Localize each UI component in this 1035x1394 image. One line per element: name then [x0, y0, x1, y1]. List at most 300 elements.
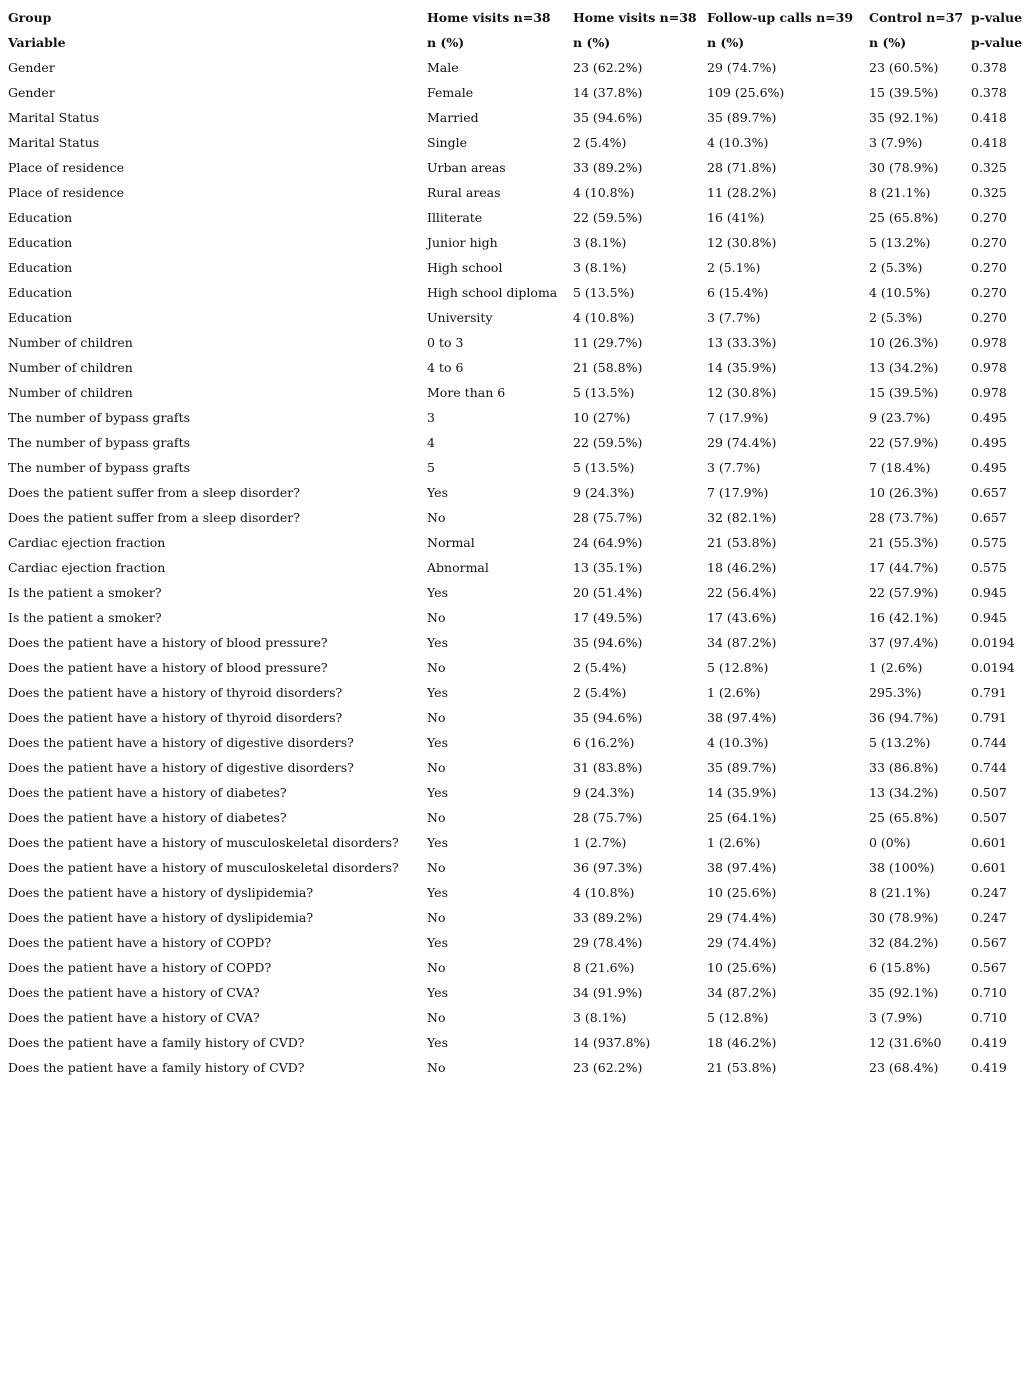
home-visits-2-cell: 5 (12.8%) [707, 660, 769, 675]
home-visits-2-cell: 1 (2.6%) [707, 835, 761, 850]
home-visits-2-cell: 10 (25.6%) [707, 960, 777, 975]
variable-cell: Number of children [8, 335, 133, 350]
home-visits-cell: 23 (62.2%) [573, 60, 643, 75]
category-cell: No [427, 760, 446, 775]
category-cell: More than 6 [427, 385, 506, 400]
variable-cell: Does the patient have a history of thyroid disorders? [8, 685, 343, 700]
home-visits-2-cell: 5 (12.8%) [707, 1010, 769, 1025]
header-cell: Variable [8, 35, 66, 50]
variable-cell: Does the patient have a history of COPD? [8, 935, 272, 950]
control-cell: 6 (15.8%) [869, 960, 931, 975]
table-row [8, 305, 1035, 330]
header-cell: Group [8, 10, 52, 25]
table-row [8, 955, 1035, 980]
p-value-cell: 0.791 [971, 710, 1007, 725]
p-value-cell: 0.507 [971, 810, 1007, 825]
control-cell: 8 (21.1%) [869, 885, 931, 900]
variable-cell: Is the patient a smoker? [8, 610, 162, 625]
variable-cell: Education [8, 260, 73, 275]
variable-cell: Does the patient have a history of musculoskeletal disorders? [8, 835, 399, 850]
p-value-cell: 0.710 [971, 985, 1007, 1000]
home-visits-2-cell: 14 (35.9%) [707, 785, 777, 800]
table-row [8, 355, 1035, 380]
home-visits-2-cell: 3 (7.7%) [707, 460, 761, 475]
p-value-cell: 0.0194 [971, 635, 1015, 650]
home-visits-cell: 35 (94.6%) [573, 710, 643, 725]
table-row [8, 55, 1035, 80]
home-visits-cell: 13 (35.1%) [573, 560, 643, 575]
category-cell: Female [427, 85, 474, 100]
home-visits-cell: 3 (8.1%) [573, 1010, 627, 1025]
table-row [8, 630, 1035, 655]
control-cell: 9 (23.7%) [869, 410, 931, 425]
home-visits-2-cell: 38 (97.4%) [707, 710, 777, 725]
table-body [8, 5, 1035, 1080]
home-visits-cell: 33 (89.2%) [573, 160, 643, 175]
category-cell: No [427, 960, 446, 975]
variable-cell: Marital Status [8, 135, 100, 150]
table-row [8, 905, 1035, 930]
category-cell: University [427, 310, 493, 325]
home-visits-2-cell: 38 (97.4%) [707, 860, 777, 875]
control-cell: 1 (2.6%) [869, 660, 923, 675]
variable-cell: Place of residence [8, 185, 124, 200]
variable-cell: The number of bypass grafts [8, 460, 191, 475]
home-visits-cell: 10 (27%) [573, 410, 631, 425]
category-cell: No [427, 810, 446, 825]
control-cell: 25 (65.8%) [869, 210, 939, 225]
control-cell: 36 (94.7%) [869, 710, 939, 725]
control-cell: 10 (26.3%) [869, 485, 939, 500]
table-row [8, 230, 1035, 255]
control-cell: 37 (97.4%) [869, 635, 939, 650]
table-row [8, 455, 1035, 480]
variable-cell: Place of residence [8, 160, 124, 175]
p-value-cell: 0.270 [971, 210, 1007, 225]
control-cell: 23 (68.4%) [869, 1060, 939, 1075]
category-cell: No [427, 860, 446, 875]
control-cell: 2 (5.3%) [869, 260, 923, 275]
header-row-variable [8, 30, 1035, 55]
table-row [8, 80, 1035, 105]
control-cell: 13 (34.2%) [869, 785, 939, 800]
p-value-cell: 0.978 [971, 385, 1007, 400]
home-visits-cell: 35 (94.6%) [573, 635, 643, 650]
control-cell: 8 (21.1%) [869, 185, 931, 200]
control-cell: 295.3%) [869, 685, 922, 700]
home-visits-2-cell: 34 (87.2%) [707, 635, 777, 650]
home-visits-2-cell: 7 (17.9%) [707, 410, 769, 425]
variable-cell: Does the patient have a history of diabetes? [8, 785, 287, 800]
control-cell: 38 (100%) [869, 860, 935, 875]
home-visits-2-cell: 4 (10.3%) [707, 135, 769, 150]
category-cell: Yes [427, 785, 448, 800]
p-value-cell: 0.657 [971, 510, 1007, 525]
category-cell: Yes [427, 585, 448, 600]
home-visits-2-cell: 18 (46.2%) [707, 560, 777, 575]
control-cell: 5 (13.2%) [869, 235, 931, 250]
category-cell: Yes [427, 835, 448, 850]
control-cell: 2 (5.3%) [869, 310, 923, 325]
control-cell: 28 (73.7%) [869, 510, 939, 525]
home-visits-2-cell: 12 (30.8%) [707, 385, 777, 400]
control-cell: 25 (65.8%) [869, 810, 939, 825]
table-row [8, 330, 1035, 355]
table-row [8, 1055, 1035, 1080]
table-row [8, 430, 1035, 455]
variable-cell: Does the patient have a history of digestive disorders? [8, 760, 354, 775]
home-visits-2-cell: 21 (53.8%) [707, 535, 777, 550]
table-row [8, 755, 1035, 780]
home-visits-cell: 29 (78.4%) [573, 935, 643, 950]
home-visits-cell: 22 (59.5%) [573, 210, 643, 225]
table-row [8, 780, 1035, 805]
category-cell: No [427, 660, 446, 675]
control-cell: 3 (7.9%) [869, 135, 923, 150]
home-visits-2-cell: 21 (53.8%) [707, 1060, 777, 1075]
control-cell: 23 (60.5%) [869, 60, 939, 75]
variable-cell: Does the patient have a history of CVA? [8, 1010, 260, 1025]
category-cell: Yes [427, 635, 448, 650]
category-cell: No [427, 710, 446, 725]
home-visits-cell: 5 (13.5%) [573, 460, 635, 475]
header-cell: n (%) [707, 35, 745, 50]
home-visits-2-cell: 10 (25.6%) [707, 885, 777, 900]
header-cell: p-value [971, 10, 1023, 25]
home-visits-cell: 21 (58.8%) [573, 360, 643, 375]
category-cell: Single [427, 135, 468, 150]
category-cell: High school diploma [427, 285, 558, 300]
home-visits-cell: 24 (64.9%) [573, 535, 643, 550]
home-visits-2-cell: 28 (71.8%) [707, 160, 777, 175]
variable-cell: The number of bypass grafts [8, 410, 191, 425]
table-row [8, 655, 1035, 680]
p-value-cell: 0.418 [971, 110, 1007, 125]
home-visits-cell: 3 (8.1%) [573, 260, 627, 275]
category-cell: Yes [427, 885, 448, 900]
home-visits-2-cell: 25 (64.1%) [707, 810, 777, 825]
table-row [8, 805, 1035, 830]
data-table [8, 5, 1035, 1080]
p-value-cell: 0.978 [971, 360, 1007, 375]
table-row [8, 930, 1035, 955]
control-cell: 15 (39.5%) [869, 85, 939, 100]
variable-cell: Does the patient have a history of dyslipidemia? [8, 885, 314, 900]
home-visits-cell: 5 (13.5%) [573, 385, 635, 400]
variable-cell: Does the patient have a history of thyroid disorders? [8, 710, 343, 725]
home-visits-2-cell: 2 (5.1%) [707, 260, 761, 275]
home-visits-cell: 20 (51.4%) [573, 585, 643, 600]
table-row [8, 505, 1035, 530]
p-value-cell: 0.710 [971, 1010, 1007, 1025]
variable-cell: Marital Status [8, 110, 100, 125]
home-visits-cell: 5 (13.5%) [573, 285, 635, 300]
category-cell: Junior high [427, 235, 498, 250]
home-visits-2-cell: 13 (33.3%) [707, 335, 777, 350]
variable-cell: Education [8, 285, 73, 300]
p-value-cell: 0.270 [971, 285, 1007, 300]
p-value-cell: 0.575 [971, 560, 1007, 575]
category-cell: Illiterate [427, 210, 483, 225]
control-cell: 5 (13.2%) [869, 735, 931, 750]
home-visits-2-cell: 35 (89.7%) [707, 110, 777, 125]
variable-cell: Education [8, 310, 73, 325]
control-cell: 32 (84.2%) [869, 935, 939, 950]
p-value-cell: 0.507 [971, 785, 1007, 800]
home-visits-cell: 2 (5.4%) [573, 660, 627, 675]
control-cell: 3 (7.9%) [869, 1010, 923, 1025]
p-value-cell: 0.657 [971, 485, 1007, 500]
header-cell: Home visits n=38 [427, 10, 551, 25]
p-value-cell: 0.270 [971, 310, 1007, 325]
table-row [8, 880, 1035, 905]
p-value-cell: 0.247 [971, 885, 1007, 900]
home-visits-cell: 35 (94.6%) [573, 110, 643, 125]
control-cell: 35 (92.1%) [869, 110, 939, 125]
variable-cell: Does the patient have a history of diabetes? [8, 810, 287, 825]
table-row [8, 405, 1035, 430]
table-row [8, 830, 1035, 855]
p-value-cell: 0.270 [971, 235, 1007, 250]
home-visits-cell: 4 (10.8%) [573, 310, 635, 325]
home-visits-2-cell: 34 (87.2%) [707, 985, 777, 1000]
category-cell: No [427, 910, 446, 925]
variable-cell: Does the patient have a family history of CVD? [8, 1035, 305, 1050]
variable-cell: Number of children [8, 360, 133, 375]
p-value-cell: 0.567 [971, 960, 1007, 975]
category-cell: Yes [427, 685, 448, 700]
category-cell: No [427, 510, 446, 525]
p-value-cell: 0.419 [971, 1035, 1007, 1050]
header-cell: Follow-up calls n=39 [707, 10, 854, 25]
variable-cell: Does the patient have a history of blood pressure? [8, 635, 328, 650]
home-visits-cell: 34 (91.9%) [573, 985, 643, 1000]
header-cell: n (%) [573, 35, 611, 50]
p-value-cell: 0.744 [971, 760, 1007, 775]
category-cell: Urban areas [427, 160, 506, 175]
category-cell: Yes [427, 485, 448, 500]
control-cell: 0 (0%) [869, 835, 911, 850]
p-value-cell: 0.247 [971, 910, 1007, 925]
table-row [8, 730, 1035, 755]
category-cell: Yes [427, 935, 448, 950]
home-visits-2-cell: 35 (89.7%) [707, 760, 777, 775]
category-cell: No [427, 1010, 446, 1025]
home-visits-cell: 9 (24.3%) [573, 785, 635, 800]
home-visits-2-cell: 3 (7.7%) [707, 310, 761, 325]
table-row [8, 680, 1035, 705]
home-visits-cell: 31 (83.8%) [573, 760, 643, 775]
table-row [8, 380, 1035, 405]
table-row [8, 530, 1035, 555]
variable-cell: Cardiac ejection fraction [8, 535, 166, 550]
control-cell: 16 (42.1%) [869, 610, 939, 625]
variable-cell: Does the patient have a history of blood pressure? [8, 660, 328, 675]
home-visits-cell: 28 (75.7%) [573, 810, 643, 825]
home-visits-2-cell: 1 (2.6%) [707, 685, 761, 700]
table-row [8, 605, 1035, 630]
home-visits-cell: 8 (21.6%) [573, 960, 635, 975]
table-row [8, 180, 1035, 205]
variable-cell: Does the patient have a history of CVA? [8, 985, 260, 1000]
home-visits-cell: 17 (49.5%) [573, 610, 643, 625]
category-cell: High school [427, 260, 503, 275]
home-visits-cell: 3 (8.1%) [573, 235, 627, 250]
variable-cell: Does the patient suffer from a sleep disorder? [8, 510, 300, 525]
home-visits-cell: 11 (29.7%) [573, 335, 643, 350]
home-visits-2-cell: 17 (43.6%) [707, 610, 777, 625]
category-cell: Married [427, 110, 479, 125]
table-row [8, 480, 1035, 505]
home-visits-2-cell: 14 (35.9%) [707, 360, 777, 375]
p-value-cell: 0.325 [971, 160, 1007, 175]
control-cell: 10 (26.3%) [869, 335, 939, 350]
control-cell: 17 (44.7%) [869, 560, 939, 575]
p-value-cell: 0.601 [971, 835, 1007, 850]
category-cell: 4 to 6 [427, 360, 464, 375]
p-value-cell: 0.575 [971, 535, 1007, 550]
p-value-cell: 0.978 [971, 335, 1007, 350]
p-value-cell: 0.495 [971, 410, 1007, 425]
table-row [8, 855, 1035, 880]
home-visits-cell: 6 (16.2%) [573, 735, 635, 750]
home-visits-2-cell: 4 (10.3%) [707, 735, 769, 750]
table-row [8, 130, 1035, 155]
home-visits-2-cell: 32 (82.1%) [707, 510, 777, 525]
category-cell: Yes [427, 985, 448, 1000]
control-cell: 22 (57.9%) [869, 585, 939, 600]
table-row [8, 205, 1035, 230]
table-row [8, 580, 1035, 605]
variable-cell: Does the patient suffer from a sleep disorder? [8, 485, 300, 500]
category-cell: 5 [427, 460, 435, 475]
category-cell: Male [427, 60, 459, 75]
control-cell: 15 (39.5%) [869, 385, 939, 400]
header-cell: n (%) [427, 35, 465, 50]
home-visits-2-cell: 109 (25.6%) [707, 85, 785, 100]
home-visits-2-cell: 12 (30.8%) [707, 235, 777, 250]
category-cell: 4 [427, 435, 435, 450]
control-cell: 12 (31.6%0 [869, 1035, 942, 1050]
variable-cell: Does the patient have a history of musculoskeletal disorders? [8, 860, 399, 875]
home-visits-2-cell: 16 (41%) [707, 210, 765, 225]
home-visits-2-cell: 6 (15.4%) [707, 285, 769, 300]
control-cell: 21 (55.3%) [869, 535, 939, 550]
category-cell: No [427, 610, 446, 625]
home-visits-2-cell: 29 (74.4%) [707, 435, 777, 450]
variable-cell: Education [8, 235, 73, 250]
variable-cell: Does the patient have a family history of CVD? [8, 1060, 305, 1075]
home-visits-cell: 23 (62.2%) [573, 1060, 643, 1075]
home-visits-cell: 28 (75.7%) [573, 510, 643, 525]
p-value-cell: 0.945 [971, 585, 1007, 600]
category-cell: 3 [427, 410, 435, 425]
p-value-cell: 0.495 [971, 460, 1007, 475]
home-visits-cell: 22 (59.5%) [573, 435, 643, 450]
header-cell: Control n=37 [869, 10, 964, 25]
home-visits-cell: 14 (937.8%) [573, 1035, 651, 1050]
table-row [8, 280, 1035, 305]
variable-cell: The number of bypass grafts [8, 435, 191, 450]
home-visits-2-cell: 29 (74.7%) [707, 60, 777, 75]
category-cell: Abnormal [427, 560, 489, 575]
control-cell: 30 (78.9%) [869, 160, 939, 175]
home-visits-cell: 4 (10.8%) [573, 185, 635, 200]
p-value-cell: 0.791 [971, 685, 1007, 700]
home-visits-2-cell: 11 (28.2%) [707, 185, 777, 200]
category-cell: Yes [427, 735, 448, 750]
p-value-cell: 0.418 [971, 135, 1007, 150]
header-row-group [8, 5, 1035, 30]
home-visits-cell: 33 (89.2%) [573, 910, 643, 925]
control-cell: 13 (34.2%) [869, 360, 939, 375]
home-visits-cell: 2 (5.4%) [573, 685, 627, 700]
home-visits-2-cell: 22 (56.4%) [707, 585, 777, 600]
header-cell: Home visits n=38 [573, 10, 697, 25]
p-value-cell: 0.495 [971, 435, 1007, 450]
variable-cell: Gender [8, 60, 55, 75]
p-value-cell: 0.325 [971, 185, 1007, 200]
p-value-cell: 0.419 [971, 1060, 1007, 1075]
home-visits-cell: 9 (24.3%) [573, 485, 635, 500]
table-row [8, 255, 1035, 280]
category-cell: No [427, 1060, 446, 1075]
variable-cell: Does the patient have a history of digestive disorders? [8, 735, 354, 750]
p-value-cell: 0.601 [971, 860, 1007, 875]
variable-cell: Cardiac ejection fraction [8, 560, 166, 575]
p-value-cell: 0.744 [971, 735, 1007, 750]
table-row [8, 155, 1035, 180]
p-value-cell: 0.0194 [971, 660, 1015, 675]
control-cell: 35 (92.1%) [869, 985, 939, 1000]
variable-cell: Number of children [8, 385, 133, 400]
p-value-cell: 0.270 [971, 260, 1007, 275]
table-row [8, 1030, 1035, 1055]
control-cell: 33 (86.8%) [869, 760, 939, 775]
category-cell: 0 to 3 [427, 335, 464, 350]
control-cell: 7 (18.4%) [869, 460, 931, 475]
table-row [8, 705, 1035, 730]
table-row [8, 105, 1035, 130]
control-cell: 22 (57.9%) [869, 435, 939, 450]
home-visits-2-cell: 18 (46.2%) [707, 1035, 777, 1050]
variable-cell: Education [8, 210, 73, 225]
p-value-cell: 0.567 [971, 935, 1007, 950]
home-visits-cell: 1 (2.7%) [573, 835, 627, 850]
home-visits-cell: 4 (10.8%) [573, 885, 635, 900]
header-cell: p-value [971, 35, 1023, 50]
control-cell: 30 (78.9%) [869, 910, 939, 925]
variable-cell: Is the patient a smoker? [8, 585, 162, 600]
p-value-cell: 0.945 [971, 610, 1007, 625]
home-visits-cell: 2 (5.4%) [573, 135, 627, 150]
home-visits-cell: 14 (37.8%) [573, 85, 643, 100]
home-visits-2-cell: 7 (17.9%) [707, 485, 769, 500]
table-row [8, 555, 1035, 580]
category-cell: Normal [427, 535, 475, 550]
control-cell: 4 (10.5%) [869, 285, 931, 300]
home-visits-2-cell: 29 (74.4%) [707, 910, 777, 925]
variable-cell: Gender [8, 85, 55, 100]
p-value-cell: 0.378 [971, 60, 1007, 75]
category-cell: Rural areas [427, 185, 501, 200]
header-cell: n (%) [869, 35, 907, 50]
variable-cell: Does the patient have a history of COPD? [8, 960, 272, 975]
home-visits-2-cell: 29 (74.4%) [707, 935, 777, 950]
category-cell: Yes [427, 1035, 448, 1050]
table-row [8, 980, 1035, 1005]
table-row [8, 1005, 1035, 1030]
